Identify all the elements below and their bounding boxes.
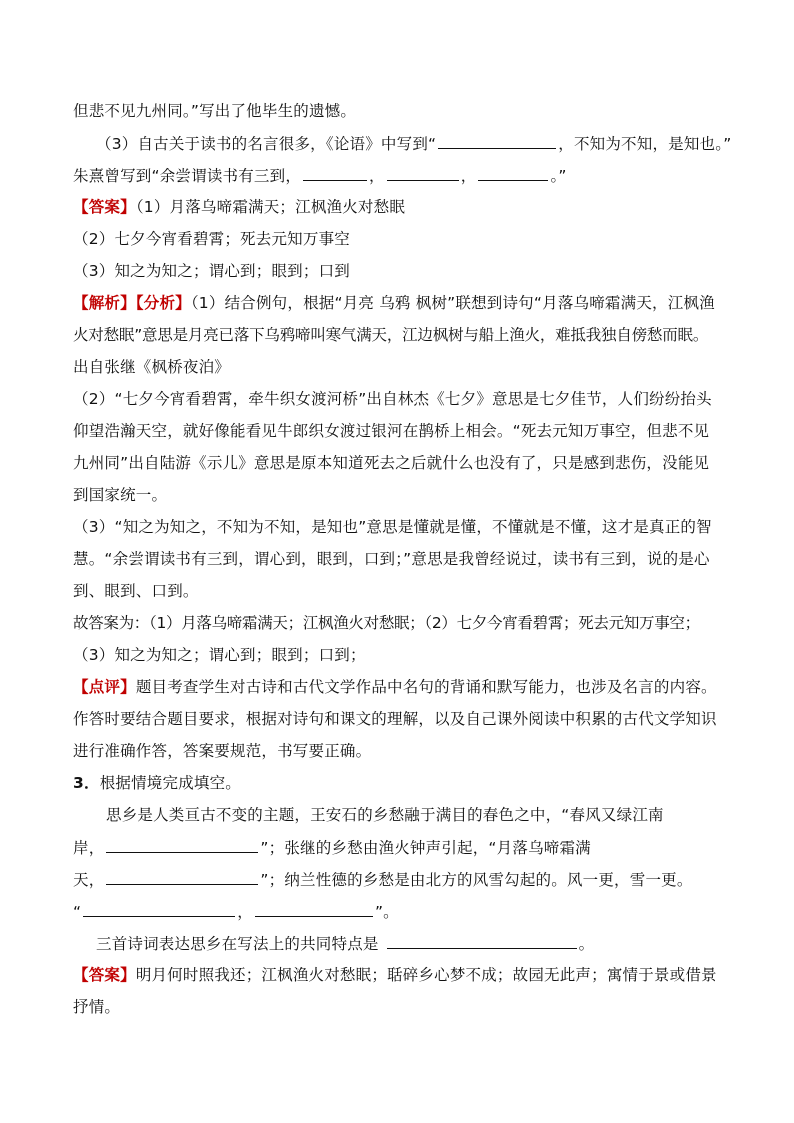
text: 岸， — [73, 839, 105, 857]
question-title: 根据情境完成填空。 — [99, 774, 241, 792]
fill-blank[interactable] — [83, 899, 235, 917]
analysis-tag: 【解析】【分析】 — [73, 294, 191, 312]
final-answer-line: 故答案为：（1）月落乌啼霜满天；江枫渔火对愁眠；（2）七夕今宵看碧霄；死去元知万事空； — [73, 614, 700, 632]
fill-blank[interactable] — [106, 835, 258, 853]
passage-line — [96, 931, 594, 956]
analysis-line: （3）“知之为知之，不知为不知，是知也”意思是懂就是懂，不懂就是不懂，这才是真正的智 — [73, 518, 712, 536]
analysis-line — [73, 291, 715, 315]
passage-line — [73, 867, 693, 892]
question-number: 3． — [73, 774, 100, 792]
analysis-line: 到国家统一。 — [73, 486, 168, 504]
text: ”；张继的乡愁由渔火钟声引起，“月落乌啼霜满 — [260, 839, 591, 857]
text: （3）自古关于读书的名言很多，《论语》中写到“ — [96, 135, 437, 153]
text: ，不知为不知，是知也。” — [558, 135, 732, 153]
text: 三首诗词表达思乡在写法上的共同特点是 — [96, 935, 379, 953]
answer-line — [73, 963, 717, 987]
analysis-line: 出自张继《枫桥夜泊》 — [73, 358, 231, 376]
text: ”；纳兰性德的乡愁是由北方的风雪勾起的。风一更，雪一更。 — [260, 871, 693, 889]
fill-blank[interactable] — [478, 163, 548, 181]
question-heading — [73, 771, 241, 795]
text: ”。 — [374, 903, 399, 921]
passage-line: 思乡是人类亘古不变的主题，王安石的乡愁融于满目的春色之中，“春风又绿江南 — [106, 806, 664, 824]
fill-blank[interactable] — [438, 131, 556, 149]
analysis-line: 九州同”出自陆游《示儿》意思是原本知道死去之后就什么也没有了，只是感到悲伤，没能见 — [73, 454, 710, 472]
text: （1）结合例句，根据“月亮 乌鸦 枫树”联想到诗句“月落乌啼霜满天，江枫渔 — [190, 294, 715, 312]
fill-blank[interactable] — [255, 899, 373, 917]
comment-line — [73, 675, 717, 699]
final-answer-line: （3）知之为知之；谓心到；眼到；口到； — [73, 646, 366, 664]
fill-blank[interactable] — [387, 931, 577, 949]
comma: ， — [460, 167, 477, 185]
text-line: 但悲不见九州同。”写出了他毕生的遗憾。 — [73, 102, 357, 120]
passage-line — [73, 899, 399, 924]
text: 。” — [550, 167, 567, 185]
fill-blank[interactable] — [106, 867, 258, 885]
comment-line: 进行准确作答，答案要规范，书写要正确。 — [73, 742, 372, 760]
fill-blank[interactable] — [303, 163, 367, 181]
answer-line: （2）七夕今宵看碧霄；死去元知万事空 — [73, 230, 350, 248]
answer-tag: 【答案】 — [73, 198, 136, 216]
text: （1）月落乌啼霜满天；江枫渔火对愁眠 — [135, 198, 406, 216]
comment-line: 作答时要结合题目要求，根据对诗句和课文的理解，以及自己课外阅读中积累的古代文学知识 — [73, 710, 717, 728]
analysis-line: 到、眼到、口到。 — [73, 582, 199, 600]
comma: ， — [369, 167, 385, 185]
text: 明月何时照我还；江枫渔火对愁眠；聒碎乡心梦不成；故园无此声；寓情于景或借景 — [135, 966, 717, 984]
text: 天， — [73, 871, 105, 889]
fill-blank[interactable] — [387, 163, 459, 181]
answer-line: （3）知之为知之；谓心到；眼到；口到 — [73, 262, 350, 280]
text: 。 — [578, 935, 595, 953]
text: “ — [73, 903, 82, 921]
analysis-line: 火对愁眠”意思是月亮已落下乌鸦啼叫寒气满天，江边枫树与船上渔火，难抵我独自傍愁而眠。 — [73, 326, 709, 344]
analysis-line: （2）“七夕今宵看碧霄，牵牛织女渡河桥”出自林杰《七夕》意思是七夕佳节，人们纷纷抬头 — [73, 390, 712, 408]
text: 朱熹曾写到“余尝谓读书有三到， — [73, 167, 302, 185]
analysis-line: 仰望浩瀚天空，就好像能看见牛郎织女渡过银河在鹊桥上相会。“死去元知万事空，但悲不见 — [73, 422, 710, 440]
comment-tag: 【点评】 — [73, 678, 136, 696]
question-3-line-2 — [73, 163, 567, 188]
question-3-line — [96, 131, 731, 156]
text: ， — [237, 903, 253, 921]
passage-line — [73, 835, 591, 860]
text: 题目考查学生对古诗和古代文学作品中名句的背诵和默写能力，也涉及名言的内容。 — [135, 678, 717, 696]
answer-line: 抒情。 — [73, 998, 121, 1016]
answer-tag: 【答案】 — [73, 966, 136, 984]
analysis-line: 慧。“余尝谓读书有三到，谓心到，眼到，口到；”意思是我曾经说过，读书有三到，说的是心 — [73, 550, 710, 568]
answer-line — [73, 195, 405, 219]
